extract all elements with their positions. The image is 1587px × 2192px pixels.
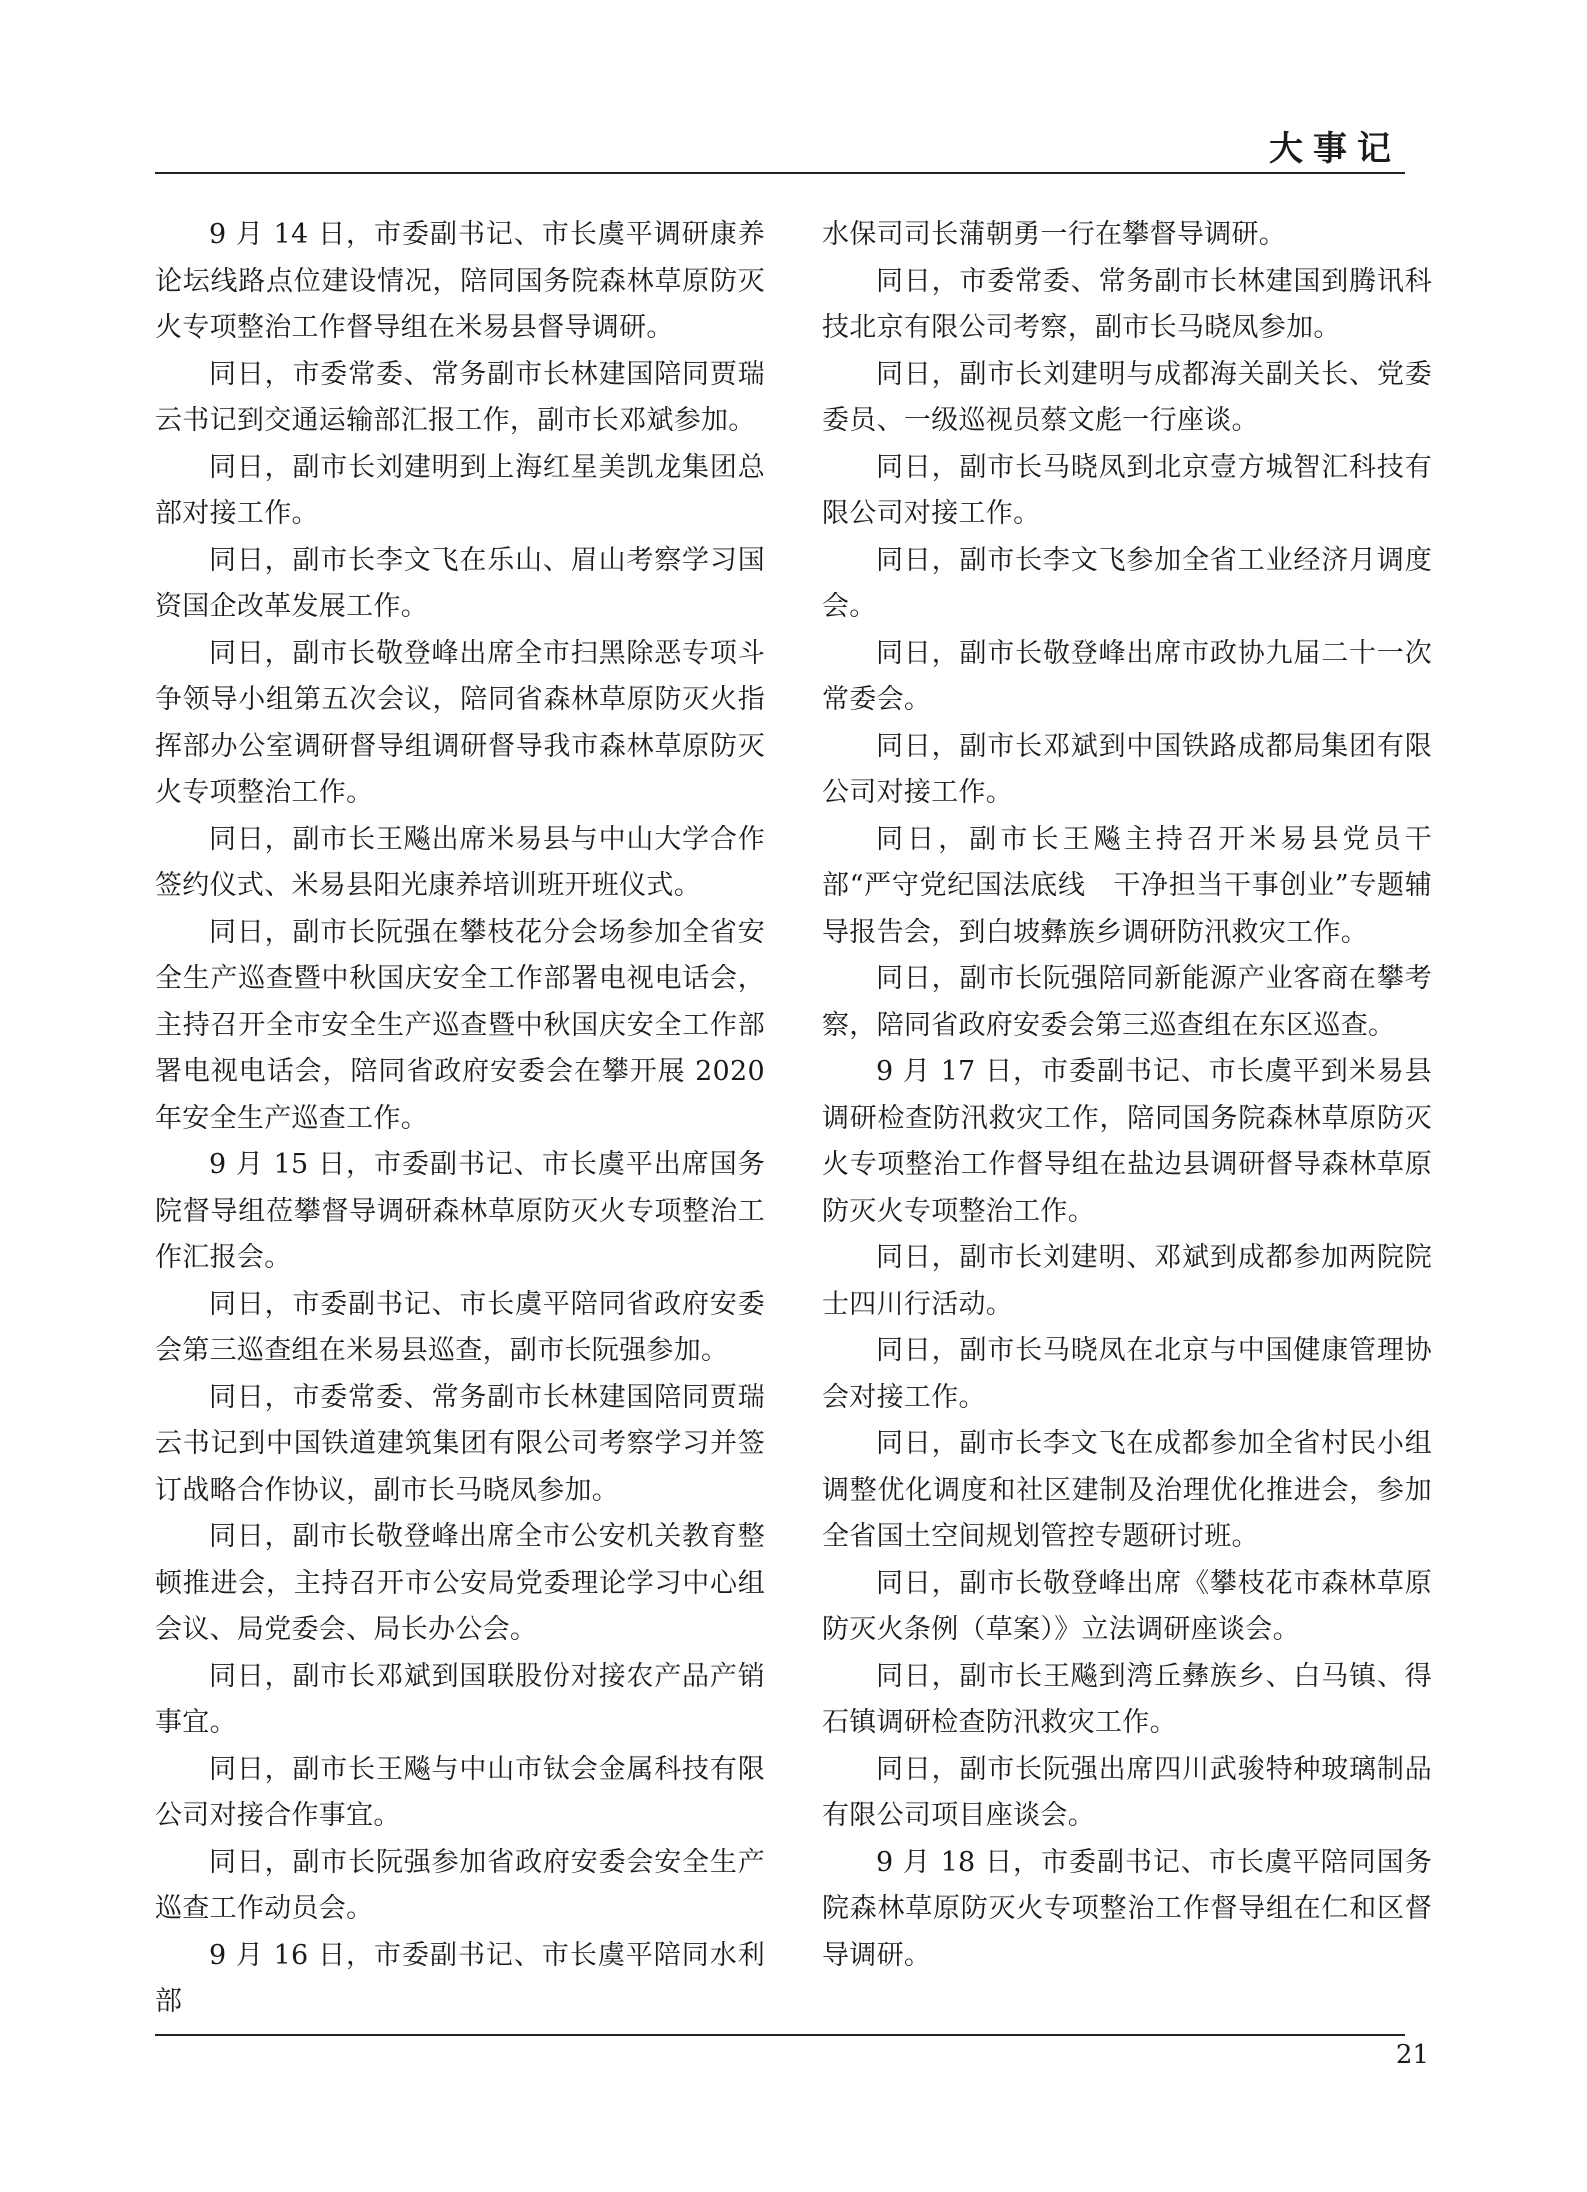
entry-paragraph: 9 月 15 日，市委副书记、市长虞平出席国务院督导组莅攀督导调研森林草原防灭火专项整治工作汇报会。 bbox=[155, 1149, 765, 1273]
entry-paragraph: 同日，市委常委、常务副市长林建国陪同贾瑞云书记到中国铁道建筑集团有限公司考察学习并签订战略合作协议，副市长马晓凤参加。 bbox=[155, 1381, 765, 1506]
entry-paragraph: 同日，市委常委、常务副市长林建国到腾讯科技北京有限公司考察，副市长马晓凤参加。 bbox=[822, 265, 1432, 343]
entry-paragraph: 9 月 16 日，市委副书记、市长虞平陪同水利部 bbox=[155, 1939, 765, 2017]
entry-paragraph: 同日，副市长刘建明、邓斌到成都参加两院院士四川行活动。 bbox=[822, 1242, 1432, 1320]
entry-paragraph: 同日，副市长李文飞参加全省工业经济月调度会。 bbox=[822, 544, 1432, 622]
entry-paragraph: 同日，市委副书记、市长虞平陪同省政府安委会第三巡查组在米易县巡查，副市长阮强参加。 bbox=[155, 1288, 765, 1366]
entry-paragraph: 同日，副市长敬登峰出席市政协九届二十一次常委会。 bbox=[822, 637, 1432, 715]
entry-paragraph: 同日，副市长王飚与中山市钛会金属科技有限公司对接合作事宜。 bbox=[155, 1753, 765, 1831]
entry-paragraph: 同日，副市长王飚主持召开米易县党员干部“严守党纪国法底线 干净担当干事创业”专题辅导报告会，到白坡彝族乡调研防汛救灾工作。 bbox=[822, 823, 1432, 948]
entry-paragraph: 同日，副市长敬登峰出席全市扫黑除恶专项斗争领导小组第五次会议，陪同省森林草原防灭火指挥部办公室调研督导组调研督导我市森林草原防灭火专项整治工作。 bbox=[155, 637, 765, 808]
entry-paragraph: 同日，副市长邓斌到国联股份对接农产品产销事宜。 bbox=[155, 1660, 765, 1738]
entry-paragraph: 9 月 17 日，市委副书记、市长虞平到米易县调研检查防汛救灾工作，陪同国务院森林草原防灭火专项整治工作督导组在盐边县调研督导森林草原防灭火专项整治工作。 bbox=[822, 1056, 1432, 1227]
entry-paragraph: 同日，副市长阮强参加省政府安委会安全生产巡查工作动员会。 bbox=[155, 1846, 765, 1924]
entry-paragraph: 同日，副市长敬登峰出席全市公安机关教育整顿推进会，主持召开市公安局党委理论学习中心组会议、局党委会、局长办公会。 bbox=[155, 1521, 765, 1645]
entry-paragraph: 同日，副市长王飚到湾丘彝族乡、白马镇、得石镇调研检查防汛救灾工作。 bbox=[822, 1660, 1432, 1738]
left-column bbox=[155, 212, 765, 2026]
entry-paragraph: 同日，副市长王飚出席米易县与中山大学合作签约仪式、米易县阳光康养培训班开班仪式。 bbox=[155, 823, 765, 901]
entry-paragraph: 同日，副市长刘建明与成都海关副关长、党委委员、一级巡视员蔡文彪一行座谈。 bbox=[822, 358, 1432, 436]
right-column bbox=[822, 212, 1432, 1979]
entry-paragraph: 同日，副市长李文飞在乐山、眉山考察学习国资国企改革发展工作。 bbox=[155, 544, 765, 622]
footer-divider bbox=[155, 2034, 1405, 2036]
page-number: 21 bbox=[1395, 2040, 1429, 2070]
entry-paragraph: 同日，副市长阮强在攀枝花分会场参加全省安全生产巡查暨中秋国庆安全工作部署电视电话会，主持召开全市安全生产巡查暨中秋国庆安全工作部署电视电话会，陪同省政府安委会在攀开展 2020 年安全生产巡查工作。 bbox=[155, 916, 765, 1134]
entry-paragraph: 同日，副市长阮强出席四川武骏特种玻璃制品有限公司项目座谈会。 bbox=[822, 1753, 1432, 1831]
entry-continuation: 水保司司长蒲朝勇一行在攀督导调研。 bbox=[822, 219, 1287, 250]
entry-paragraph: 同日，副市长马晓凤到北京壹方城智汇科技有限公司对接工作。 bbox=[822, 451, 1432, 529]
entry-paragraph: 9 月 18 日，市委副书记、市长虞平陪同国务院森林草原防灭火专项整治工作督导组在仁和区督导调研。 bbox=[822, 1846, 1432, 1971]
entry-paragraph: 同日，市委常委、常务副市长林建国陪同贾瑞云书记到交通运输部汇报工作，副市长邓斌参加。 bbox=[155, 358, 765, 436]
section-title: 大事记 bbox=[1269, 129, 1401, 169]
entry-paragraph: 9 月 14 日，市委副书记、市长虞平调研康养论坛线路点位建设情况，陪同国务院森林草原防灭火专项整治工作督导组在米易县督导调研。 bbox=[155, 219, 765, 343]
entry-paragraph: 同日，副市长刘建明到上海红星美凯龙集团总部对接工作。 bbox=[155, 451, 765, 529]
entry-paragraph: 同日，副市长马晓凤在北京与中国健康管理协会对接工作。 bbox=[822, 1335, 1432, 1413]
entry-paragraph: 同日，副市长敬登峰出席《攀枝花市森林草原防灭火条例（草案）》立法调研座谈会。 bbox=[822, 1567, 1432, 1645]
entry-paragraph: 同日，副市长邓斌到中国铁路成都局集团有限公司对接工作。 bbox=[822, 730, 1432, 808]
entry-paragraph: 同日，副市长阮强陪同新能源产业客商在攀考察，陪同省政府安委会第三巡查组在东区巡查。 bbox=[822, 963, 1432, 1041]
entry-paragraph: 同日，副市长李文飞在成都参加全省村民小组调整优化调度和社区建制及治理优化推进会，参加全省国土空间规划管控专题研讨班。 bbox=[822, 1428, 1432, 1552]
header-divider bbox=[155, 172, 1405, 174]
